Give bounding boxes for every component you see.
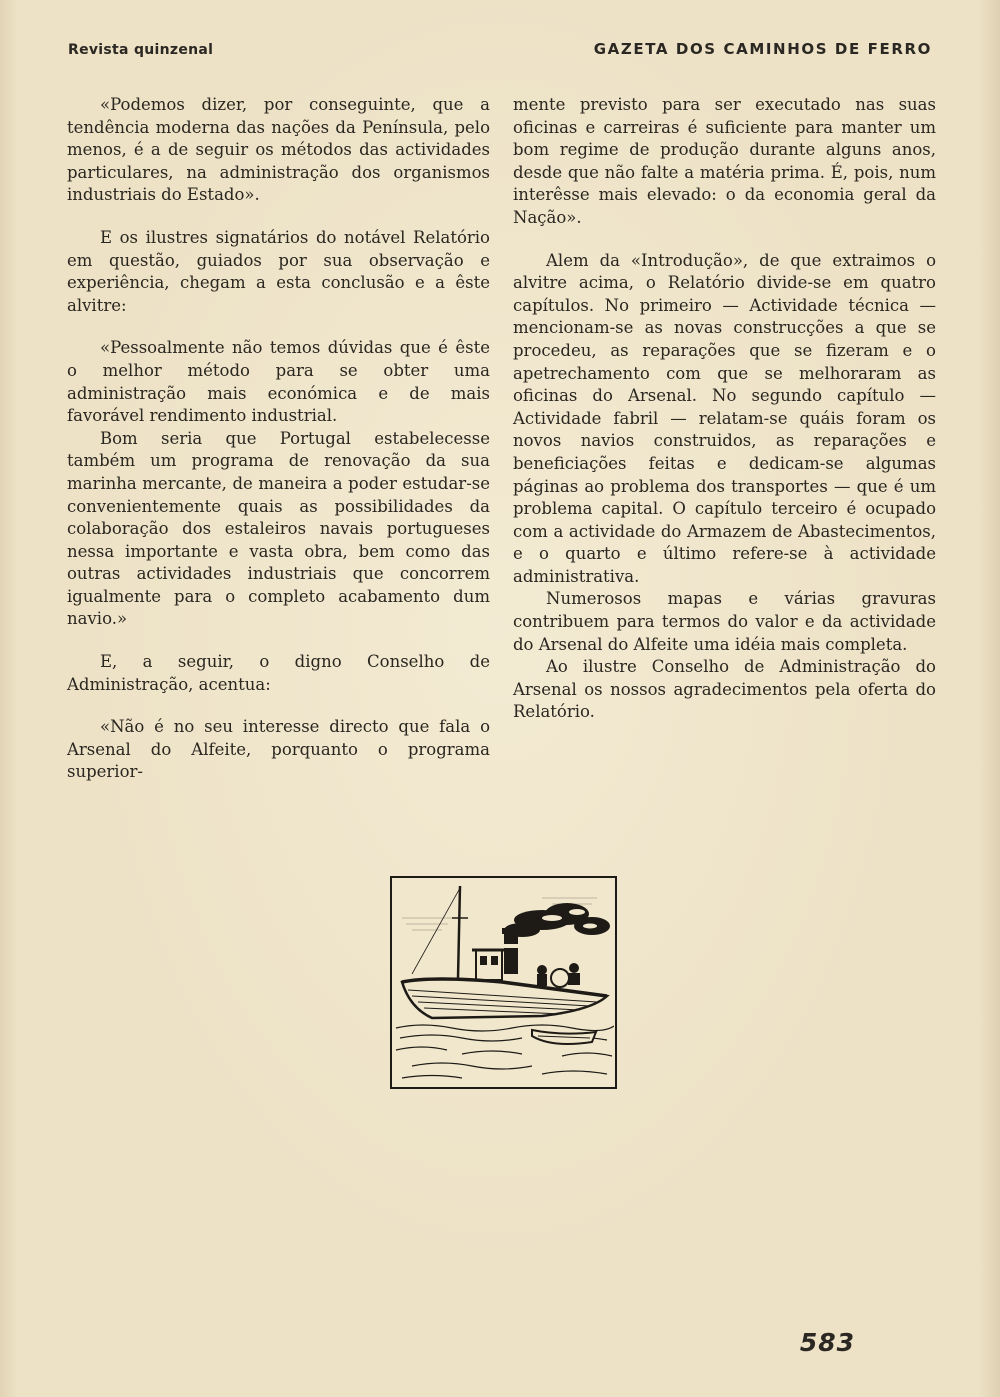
paragraph: Ao ilustre Conselho de Administração do Arsenal os nossos agradecimentos pela oferta do Relatório. — [513, 657, 936, 722]
paragraph: Numerosos mapas e várias gravuras contribuem para termos do valor e da actividade do Arsenal do Alfeite uma idéia mais completa. — [513, 589, 936, 654]
left-text-column — [67, 94, 490, 784]
page-number: 583 — [799, 1328, 855, 1357]
paragraph: Alem da «Introdução», de que extraimos o alvitre acima, o Relatório divide-se em quatro capítulos. No primeiro — Actividade técnica — mencionam-se as novas construcções a que se procedeu, as reparações que se fizeram e o apetrechamento com que se melhoraram as oficinas do Arsenal. No segundo capítulo — Actividade fabril — relatam-se quáis foram os novos navios construidos, as reparações e beneficiações feitas e dedicam-se algumas páginas ao problema dos transportes — que é um problema capital. O capítulo terceiro é ocupado com a actividade do Armazem de Abastecimentos, e o quarto e último refere-se à actividade administrativa. — [513, 250, 936, 586]
right-text-column — [513, 94, 936, 724]
paragraph: E, a seguir, o digno Conselho de Administração, acentua: — [67, 652, 490, 694]
paragraph: Bom seria que Portugal estabelecesse também um programa de renovação da sua marinha mercante, de maneira a poder estudar-se convenientemente quais as possibilidades da colaboração dos estaleiros navais portugueses nessa importante e vasta obra, bem como das outras actividades industriais que concorrem igualmente para o completo acabamento dum navio.» — [67, 428, 490, 629]
paragraph: E os ilustres signatários do notável Relatório em questão, guiados por sua observação e experiência, chegam a esta conclusão e a êste alvitre: — [67, 227, 490, 315]
paragraph: «Podemos dizer, por conseguinte, que a tendência moderna das nações da Península, pelo menos, é a de seguir os métodos das actividades particulares, na administração dos organismos industriais do Estado». — [67, 95, 490, 205]
header-publication-frequency: Revista quinzenal — [68, 42, 214, 58]
paragraph: «Não é no seu interesse directo que fala o Arsenal do Alfeite, porquanto o programa superior- — [67, 717, 490, 782]
paragraph: mente previsto para ser executado nas suas oficinas e carreiras é suficiente para manter um bom regime de produção durante alguns anos, desde que não falte a matéria prima. É, pois, num interêsse mais elevado: o da economia geral da Nação». — [513, 95, 936, 227]
paragraph: «Pessoalmente não temos dúvidas que é êste o melhor método para se obter uma administração mais económica e de mais favorável rendimento industrial. — [67, 338, 490, 426]
header-magazine-title: GAZETA DOS CAMINHOS DE FERRO — [593, 40, 932, 58]
steam-tugboat-engraving-icon — [390, 876, 617, 1089]
